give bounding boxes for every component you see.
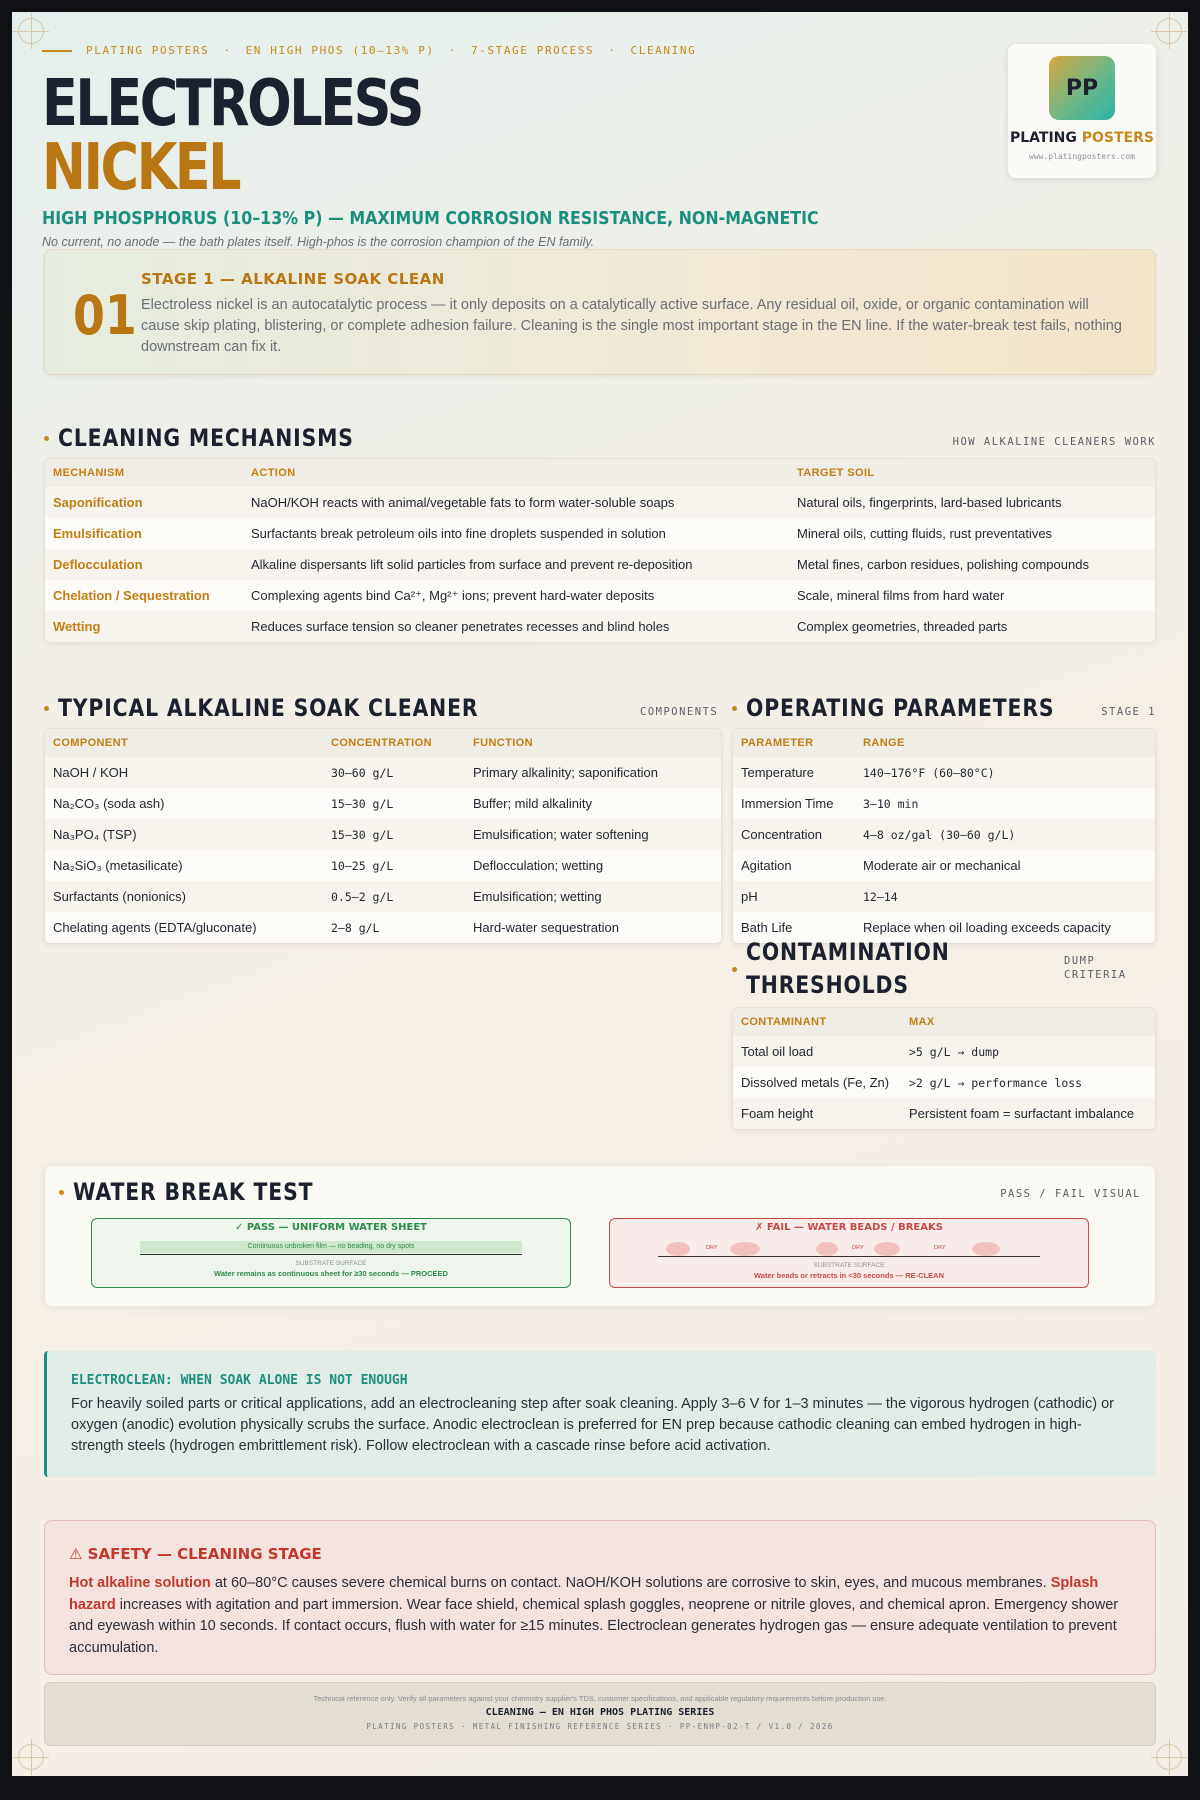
table-row <box>733 881 1155 912</box>
water-bead <box>816 1242 838 1256</box>
logo-name-part2: POSTERS <box>1081 130 1154 146</box>
table-cell: Emulsification <box>45 518 243 549</box>
footer-disclaimer: Technical reference only. Verify all parameters against your chemistry supplier's TDS, customer specifications, and applicable regulatory requirements before production use. <box>313 1694 887 1703</box>
water-bead <box>666 1242 690 1256</box>
corner-crosshair-top-right <box>1156 18 1182 44</box>
breadcrumb <box>42 44 696 57</box>
table-cell: >5 g/L → dump <box>901 1036 1155 1067</box>
table-row <box>45 881 721 912</box>
table-cell: Emulsification; water softening <box>465 819 721 850</box>
stage-description: Electroless nickel is an autocatalytic process — it only deposits on a catalytically active surface. Any residual oil, oxide, or organic contamination will cause skip plating, blistering, or complete adhesion failure. Cleaning is the single most important stage in the EN line. If the water-break test fails, nothing downstream can fix it. <box>141 297 1122 355</box>
dry-spot-label: DRY <box>852 1245 864 1251</box>
table-cell: 10–25 g/L <box>323 850 465 881</box>
water-break-tag: PASS / FAIL VISUAL <box>1000 1188 1141 1200</box>
table-cell: Foam height <box>733 1098 901 1129</box>
dry-spot-label: DRY <box>934 1245 946 1251</box>
fail-title: ✗ FAIL — WATER BEADS / BREAKS <box>755 1222 943 1233</box>
water-bead <box>730 1242 760 1256</box>
contamination-heading <box>732 936 986 1002</box>
contamination-table <box>732 1007 1156 1130</box>
safety-title: ⚠ SAFETY — CLEANING STAGE <box>69 1545 322 1563</box>
table-cell: 15–30 g/L <box>323 788 465 819</box>
table-cell: Emulsification; wetting <box>465 881 721 912</box>
table-cell: Primary alkalinity; saponification <box>465 757 721 788</box>
table-cell: Mineral oils, cutting fluids, rust preventatives <box>789 518 1155 549</box>
table-cell: Temperature <box>733 757 855 788</box>
water-film: Continuous unbroken film — no beading, no dry spots <box>140 1241 522 1253</box>
corner-crosshair-top-left <box>18 18 44 44</box>
stage-title: STAGE 1 — ALKALINE SOAK CLEAN <box>141 270 445 288</box>
section-title: WATER BREAK TEST <box>73 1178 314 1206</box>
table-cell: NaOH/KOH reacts with animal/vegetable fats to form water-soluble soaps <box>243 487 789 518</box>
dry-spot-label: DRY <box>706 1245 718 1251</box>
table-cell: 12–14 <box>855 881 1155 912</box>
logo-badge: PP <box>1049 56 1115 120</box>
breadcrumb-separator: · <box>608 44 617 57</box>
cleaner-tag: COMPONENTS <box>640 706 719 718</box>
column-header: TARGET SOIL <box>789 459 1155 487</box>
table-row <box>733 788 1155 819</box>
table-cell: NaOH / KOH <box>45 757 323 788</box>
page-tagline: No current, no anode — the bath plates itself. High-phos is the corrosion champion of the EN family. <box>42 235 595 249</box>
stage-number: 01 <box>73 284 137 347</box>
table-cell: Natural oils, fingerprints, lard-based lubricants <box>789 487 1155 518</box>
table-cell: Na₂SiO₃ (metasilicate) <box>45 850 323 881</box>
table-cell: 30–60 g/L <box>323 757 465 788</box>
table-cell: Complex geometries, threaded parts <box>789 611 1155 642</box>
safety-text: at 60–80°C causes severe chemical burns on contact. NaOH/KOH solutions are corrosive to skin, eyes, and mucous membranes. <box>210 1575 1051 1591</box>
footer-series: CLEANING — EN HIGH PHOS PLATING SERIES <box>485 1707 715 1718</box>
breadcrumb-separator: · <box>448 44 457 57</box>
table-cell: Surfactants break petroleum oils into fine droplets suspended in solution <box>243 518 789 549</box>
table-cell: 140–176°F (60–80°C) <box>855 757 1155 788</box>
safety-highlight: Hot alkaline solution <box>69 1575 211 1591</box>
column-header: COMPONENT <box>45 729 323 757</box>
water-break-heading <box>59 1178 356 1206</box>
logo-name-part1: PLATING <box>1009 130 1077 146</box>
table-row <box>733 1098 1155 1129</box>
table-cell: Na₂CO₃ (soda ash) <box>45 788 323 819</box>
table-cell: Wetting <box>45 611 243 642</box>
column-header: ACTION <box>243 459 789 487</box>
table-cell: Persistent foam = surfactant imbalance <box>901 1098 1155 1129</box>
cleaner-heading <box>44 694 553 722</box>
footer <box>44 1682 1156 1746</box>
table-cell: Alkaline dispersants lift solid particles from surface and prevent re-deposition <box>243 549 789 580</box>
water-bead <box>972 1242 1000 1256</box>
contamination-tag <box>1064 954 1127 982</box>
section-title-line2: THRESHOLDS <box>746 971 909 999</box>
table-row <box>45 757 721 788</box>
pass-title: ✓ PASS — UNIFORM WATER SHEET <box>234 1222 428 1233</box>
substrate-label: SUBSTRATE SURFACE <box>295 1260 367 1267</box>
water-break-fail-panel <box>609 1218 1089 1288</box>
electroclean-title: ELECTROCLEAN: WHEN SOAK ALONE IS NOT ENOUGH <box>71 1373 408 1388</box>
tag-line1: DUMP <box>1064 955 1096 967</box>
table-row <box>45 580 1155 611</box>
table-row <box>45 912 721 943</box>
table-cell: Scale, mineral films from hard water <box>789 580 1155 611</box>
table-cell: Buffer; mild alkalinity <box>465 788 721 819</box>
table-row <box>733 1036 1155 1067</box>
breadcrumb-separator: · <box>223 44 232 57</box>
column-header: FUNCTION <box>465 729 721 757</box>
table-cell: 3–10 min <box>855 788 1155 819</box>
table-cell: Chelation / Sequestration <box>45 580 243 611</box>
safety-body <box>69 1573 1139 1659</box>
table-cell: Complexing agents bind Ca²⁺, Mg²⁺ ions; prevent hard-water deposits <box>243 580 789 611</box>
logo-name <box>1008 130 1156 146</box>
table-cell: Concentration <box>733 819 855 850</box>
table-row <box>733 819 1155 850</box>
breadcrumb-item: EN HIGH PHOS (10–13% P) <box>245 44 435 57</box>
mechanisms-table <box>44 458 1156 643</box>
substrate-label: SUBSTRATE SURFACE <box>813 1262 885 1269</box>
table-cell: Deflocculation <box>45 549 243 580</box>
table-cell: 15–30 g/L <box>323 819 465 850</box>
stage-callout <box>44 249 1156 375</box>
operating-tag: STAGE 1 <box>1101 706 1156 718</box>
brand-logo <box>1008 44 1156 178</box>
bullet-dot <box>732 967 737 972</box>
bullet-dot <box>59 1190 64 1195</box>
table-row <box>733 757 1155 788</box>
mechanisms-heading <box>44 424 406 452</box>
table-cell: Metal fines, carbon residues, polishing compounds <box>789 549 1155 580</box>
table-cell: pH <box>733 881 855 912</box>
table-cell: Deflocculation; wetting <box>465 850 721 881</box>
cleaner-table <box>44 728 722 944</box>
table-row <box>45 819 721 850</box>
fail-caption: Water beads or retracts in <30 seconds — RE-CLEAN <box>754 1271 944 1280</box>
table-cell: Reduces surface tension so cleaner penetrates recesses and blind holes <box>243 611 789 642</box>
table-row <box>45 549 1155 580</box>
table-cell: Dissolved metals (Fe, Zn) <box>733 1067 901 1098</box>
poster <box>12 12 1188 1776</box>
column-header: MECHANISM <box>45 459 243 487</box>
column-header: PARAMETER <box>733 729 855 757</box>
column-header: CONCENTRATION <box>323 729 465 757</box>
table-cell: Surfactants (nonionics) <box>45 881 323 912</box>
water-bead <box>874 1242 900 1256</box>
table-cell: Chelating agents (EDTA/gluconate) <box>45 912 323 943</box>
section-title: CLEANING MECHANISMS <box>58 424 354 452</box>
table-row <box>733 1067 1155 1098</box>
section-title-line1: CONTAMINATION <box>746 938 950 966</box>
mechanisms-tag: HOW ALKALINE CLEANERS WORK <box>952 436 1156 448</box>
table-cell: Replace when oil loading exceeds capacity <box>855 912 1155 943</box>
table-cell: Bath Life <box>733 912 855 943</box>
table-row <box>45 788 721 819</box>
section-title: OPERATING PARAMETERS <box>746 694 1055 722</box>
bullet-dot <box>732 706 737 711</box>
table-row <box>45 850 721 881</box>
bullet-dot <box>44 436 49 441</box>
column-header: CONTAMINANT <box>733 1008 901 1036</box>
table-cell: 2–8 g/L <box>323 912 465 943</box>
column-header: MAX <box>901 1008 1155 1036</box>
column-header: RANGE <box>855 729 1155 757</box>
breadcrumb-item: 7-STAGE PROCESS <box>470 44 595 57</box>
table-cell: Total oil load <box>733 1036 901 1067</box>
table-cell: Saponification <box>45 487 243 518</box>
table-row <box>733 850 1155 881</box>
table-cell: Immersion Time <box>733 788 855 819</box>
tag-line2: CRITERIA <box>1064 969 1127 981</box>
bullet-dot <box>44 706 49 711</box>
safety-text: increases with agitation and part immersion. Wear face shield, chemical splash goggles, neoprene or nitrile gloves, and chemical apron. Emergency shower and eyewash within 10 seconds. If contact occurs, flush with water for ≥15 minutes. Electroclean generates hydrogen gas — ensure adequate ventilation to prevent accumulation. <box>69 1596 1119 1656</box>
table-cell: Hard-water sequestration <box>465 912 721 943</box>
corner-crosshair-bottom-right <box>1156 1744 1182 1770</box>
table-cell: Agitation <box>733 850 855 881</box>
page-title-line2: NICKEL <box>42 131 240 205</box>
page-subtitle: HIGH PHOSPHORUS (10–13% P) — MAXIMUM CORROSION RESISTANCE, NON-MAGNETIC <box>42 208 819 229</box>
table-cell: 4–8 oz/gal (30–60 g/L) <box>855 819 1155 850</box>
substrate-line <box>658 1256 1040 1257</box>
water-break-pass-panel <box>91 1218 571 1288</box>
table-cell: >2 g/L → performance loss <box>901 1067 1155 1098</box>
electroclean-body: For heavily soiled parts or critical applications, add an electrocleaning step after soak cleaning. Apply 3–6 V for 1–3 minutes — the vigorous hydrogen (cathodic) or oxygen (anodic) evolution physically scrubs the surface. Anodic electroclean is preferred for EN prep because cathodic cleaning can embed hydrogen in high-strength steels (hydrogen embrittlement risk). Follow electroclean with a cascade rinse before acid activation. <box>71 1396 1114 1454</box>
pass-caption: Water remains as continuous sheet for ≥30 seconds — PROCEED <box>214 1269 448 1278</box>
table-row <box>45 611 1155 642</box>
water-break-card <box>44 1165 1156 1307</box>
electroclean-callout <box>44 1351 1156 1477</box>
table-cell: Moderate air or mechanical <box>855 850 1155 881</box>
operating-table <box>732 728 1156 944</box>
breadcrumb-rule <box>42 50 72 52</box>
breadcrumb-item: PLATING POSTERS <box>86 44 210 57</box>
table-row <box>45 487 1155 518</box>
table-row <box>45 518 1155 549</box>
water-beads <box>658 1241 1040 1255</box>
safety-callout <box>44 1520 1156 1675</box>
table-cell: Na₃PO₄ (TSP) <box>45 819 323 850</box>
safety-highlight: Splash hazard <box>69 1575 1099 1613</box>
table-cell: 0.5–2 g/L <box>323 881 465 912</box>
breadcrumb-item: CLEANING <box>630 44 697 57</box>
section-title <box>746 936 950 1002</box>
substrate-line <box>140 1254 522 1255</box>
logo-url: www.platingposters.com <box>1029 152 1135 161</box>
section-title: TYPICAL ALKALINE SOAK CLEANER <box>58 694 479 722</box>
page-title-line1: ELECTROLESS <box>42 67 422 141</box>
footer-meta: PLATING POSTERS · METAL FINISHING REFERENCE SERIES · PP-ENHP-02-T / V1.0 / 2026 <box>366 1722 834 1731</box>
corner-crosshair-bottom-left <box>18 1744 44 1770</box>
operating-heading <box>732 694 1109 722</box>
